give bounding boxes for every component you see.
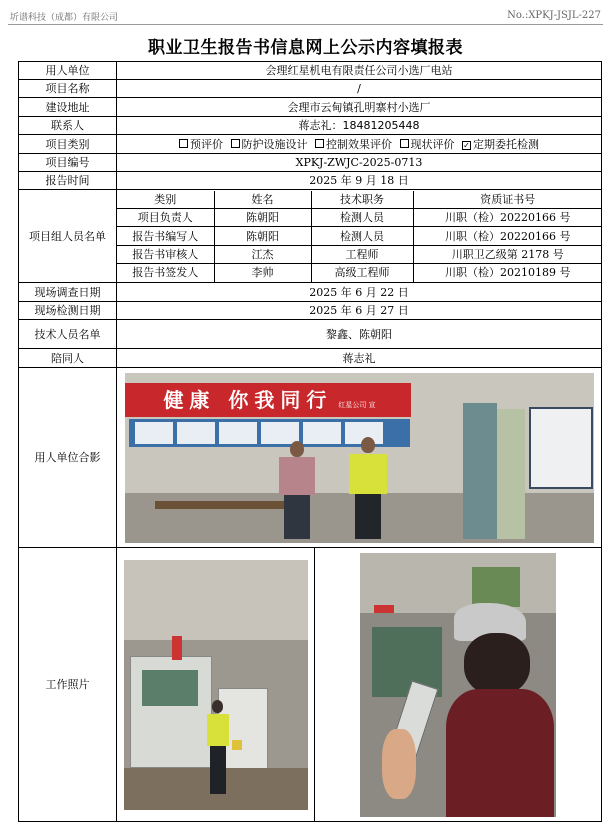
staff-category: 报告书审核人 [117, 246, 214, 264]
staff-title: 高级工程师 [311, 264, 413, 282]
test-date-label: 现场检测日期 [19, 302, 117, 320]
work-photo-control-panel [124, 560, 308, 810]
staff-header-certificate: 资质证书号 [413, 191, 602, 209]
project-name-value: / [117, 80, 602, 98]
work-photo-measurement [360, 553, 556, 817]
contact-label: 联系人 [19, 117, 117, 135]
employer-value: 会理红星机电有限责任公司小选厂电站 [117, 62, 602, 80]
table-row [117, 246, 602, 264]
document-number: No.:XPKJ-JSJL-227 [507, 10, 601, 21]
project-type-label: 项目类别 [19, 135, 117, 154]
staff-category: 报告书签发人 [117, 264, 214, 282]
staff-name: 江杰 [214, 246, 311, 264]
group-photo [125, 373, 594, 543]
option-protection-design[interactable]: 防护设施设计 [231, 138, 308, 151]
staff-name: 陈朝阳 [214, 209, 311, 227]
page-title: 职业卫生报告书信息网上公示内容填报表 [148, 38, 463, 58]
tech-staff-label: 技术人员名单 [19, 320, 117, 349]
staff-certificate: 川职（检）20220166 号 [413, 227, 602, 246]
escort-label: 陪同人 [19, 349, 117, 368]
staff-header-name: 姓名 [214, 191, 311, 209]
person-figure [434, 603, 554, 817]
staff-certificate: 川职（检）20210189 号 [413, 264, 602, 282]
staff-certificate: 川职卫乙级第 2178 号 [413, 246, 602, 264]
staff-category: 报告书编写人 [117, 227, 214, 246]
report-time-label: 报告时间 [19, 172, 117, 190]
address-value: 会理市云甸镇孔明寨村小选厂 [117, 98, 602, 117]
staff-name: 李帅 [214, 264, 311, 282]
project-name-label: 项目名称 [19, 80, 117, 98]
checkbox-icon[interactable] [400, 139, 409, 148]
checkbox-icon[interactable] [231, 139, 240, 148]
project-no-value: XPKJ-ZWJC-2025-0713 [117, 154, 602, 172]
info-table [18, 61, 602, 822]
survey-date-value: 2025 年 6 月 22 日 [117, 283, 602, 302]
option-status-evaluation[interactable]: 现状评价 [400, 138, 455, 151]
staff-table [117, 191, 602, 282]
staff-header-category: 类别 [117, 191, 214, 209]
contact-value: 蒋志礼：18481205448 [117, 117, 602, 135]
table-row [117, 209, 602, 227]
staff-label: 项目组人员名单 [19, 190, 117, 283]
work-photos-label: 工作照片 [19, 548, 117, 822]
employer-label: 用人单位 [19, 62, 117, 80]
staff-certificate: 川职（检）20220166 号 [413, 209, 602, 227]
staff-title: 检测人员 [311, 227, 413, 246]
staff-header-title: 技术职务 [311, 191, 413, 209]
staff-title: 检测人员 [311, 209, 413, 227]
option-pre-evaluation[interactable]: 预评价 [179, 138, 223, 151]
survey-date-label: 现场调查日期 [19, 283, 117, 302]
test-date-value: 2025 年 6 月 27 日 [117, 302, 602, 320]
tech-staff-value: 黎鑫、陈朝阳 [117, 320, 602, 349]
person-figure [277, 441, 317, 541]
escort-value: 蒋志礼 [117, 349, 602, 368]
option-control-effect[interactable]: 控制效果评价 [315, 138, 392, 151]
checkbox-icon[interactable] [179, 139, 188, 148]
report-time-value: 2025 年 9 月 18 日 [117, 172, 602, 190]
person-figure [204, 700, 232, 796]
slogan-banner: 健康 你我同行 红星公司 宣 [125, 383, 411, 417]
staff-category: 项目负责人 [117, 209, 214, 227]
address-label: 建设地址 [19, 98, 117, 117]
checkbox-icon[interactable] [315, 139, 324, 148]
safety-poster [529, 407, 593, 489]
option-periodic-testing[interactable]: ✓ 定期委托检测 [463, 137, 539, 151]
staff-title: 工程师 [311, 246, 413, 264]
person-figure [347, 437, 389, 541]
table-row [117, 264, 602, 282]
table-row [117, 227, 602, 246]
staff-name: 陈朝阳 [214, 227, 311, 246]
project-type-options [117, 135, 602, 154]
company-name: 圻谱科技（成都）有限公司 [10, 13, 119, 23]
header-divider [8, 24, 603, 25]
group-photo-label: 用人单位合影 [19, 368, 117, 548]
project-no-label: 项目编号 [19, 154, 117, 172]
checkbox-checked-icon[interactable]: ✓ [463, 140, 470, 150]
